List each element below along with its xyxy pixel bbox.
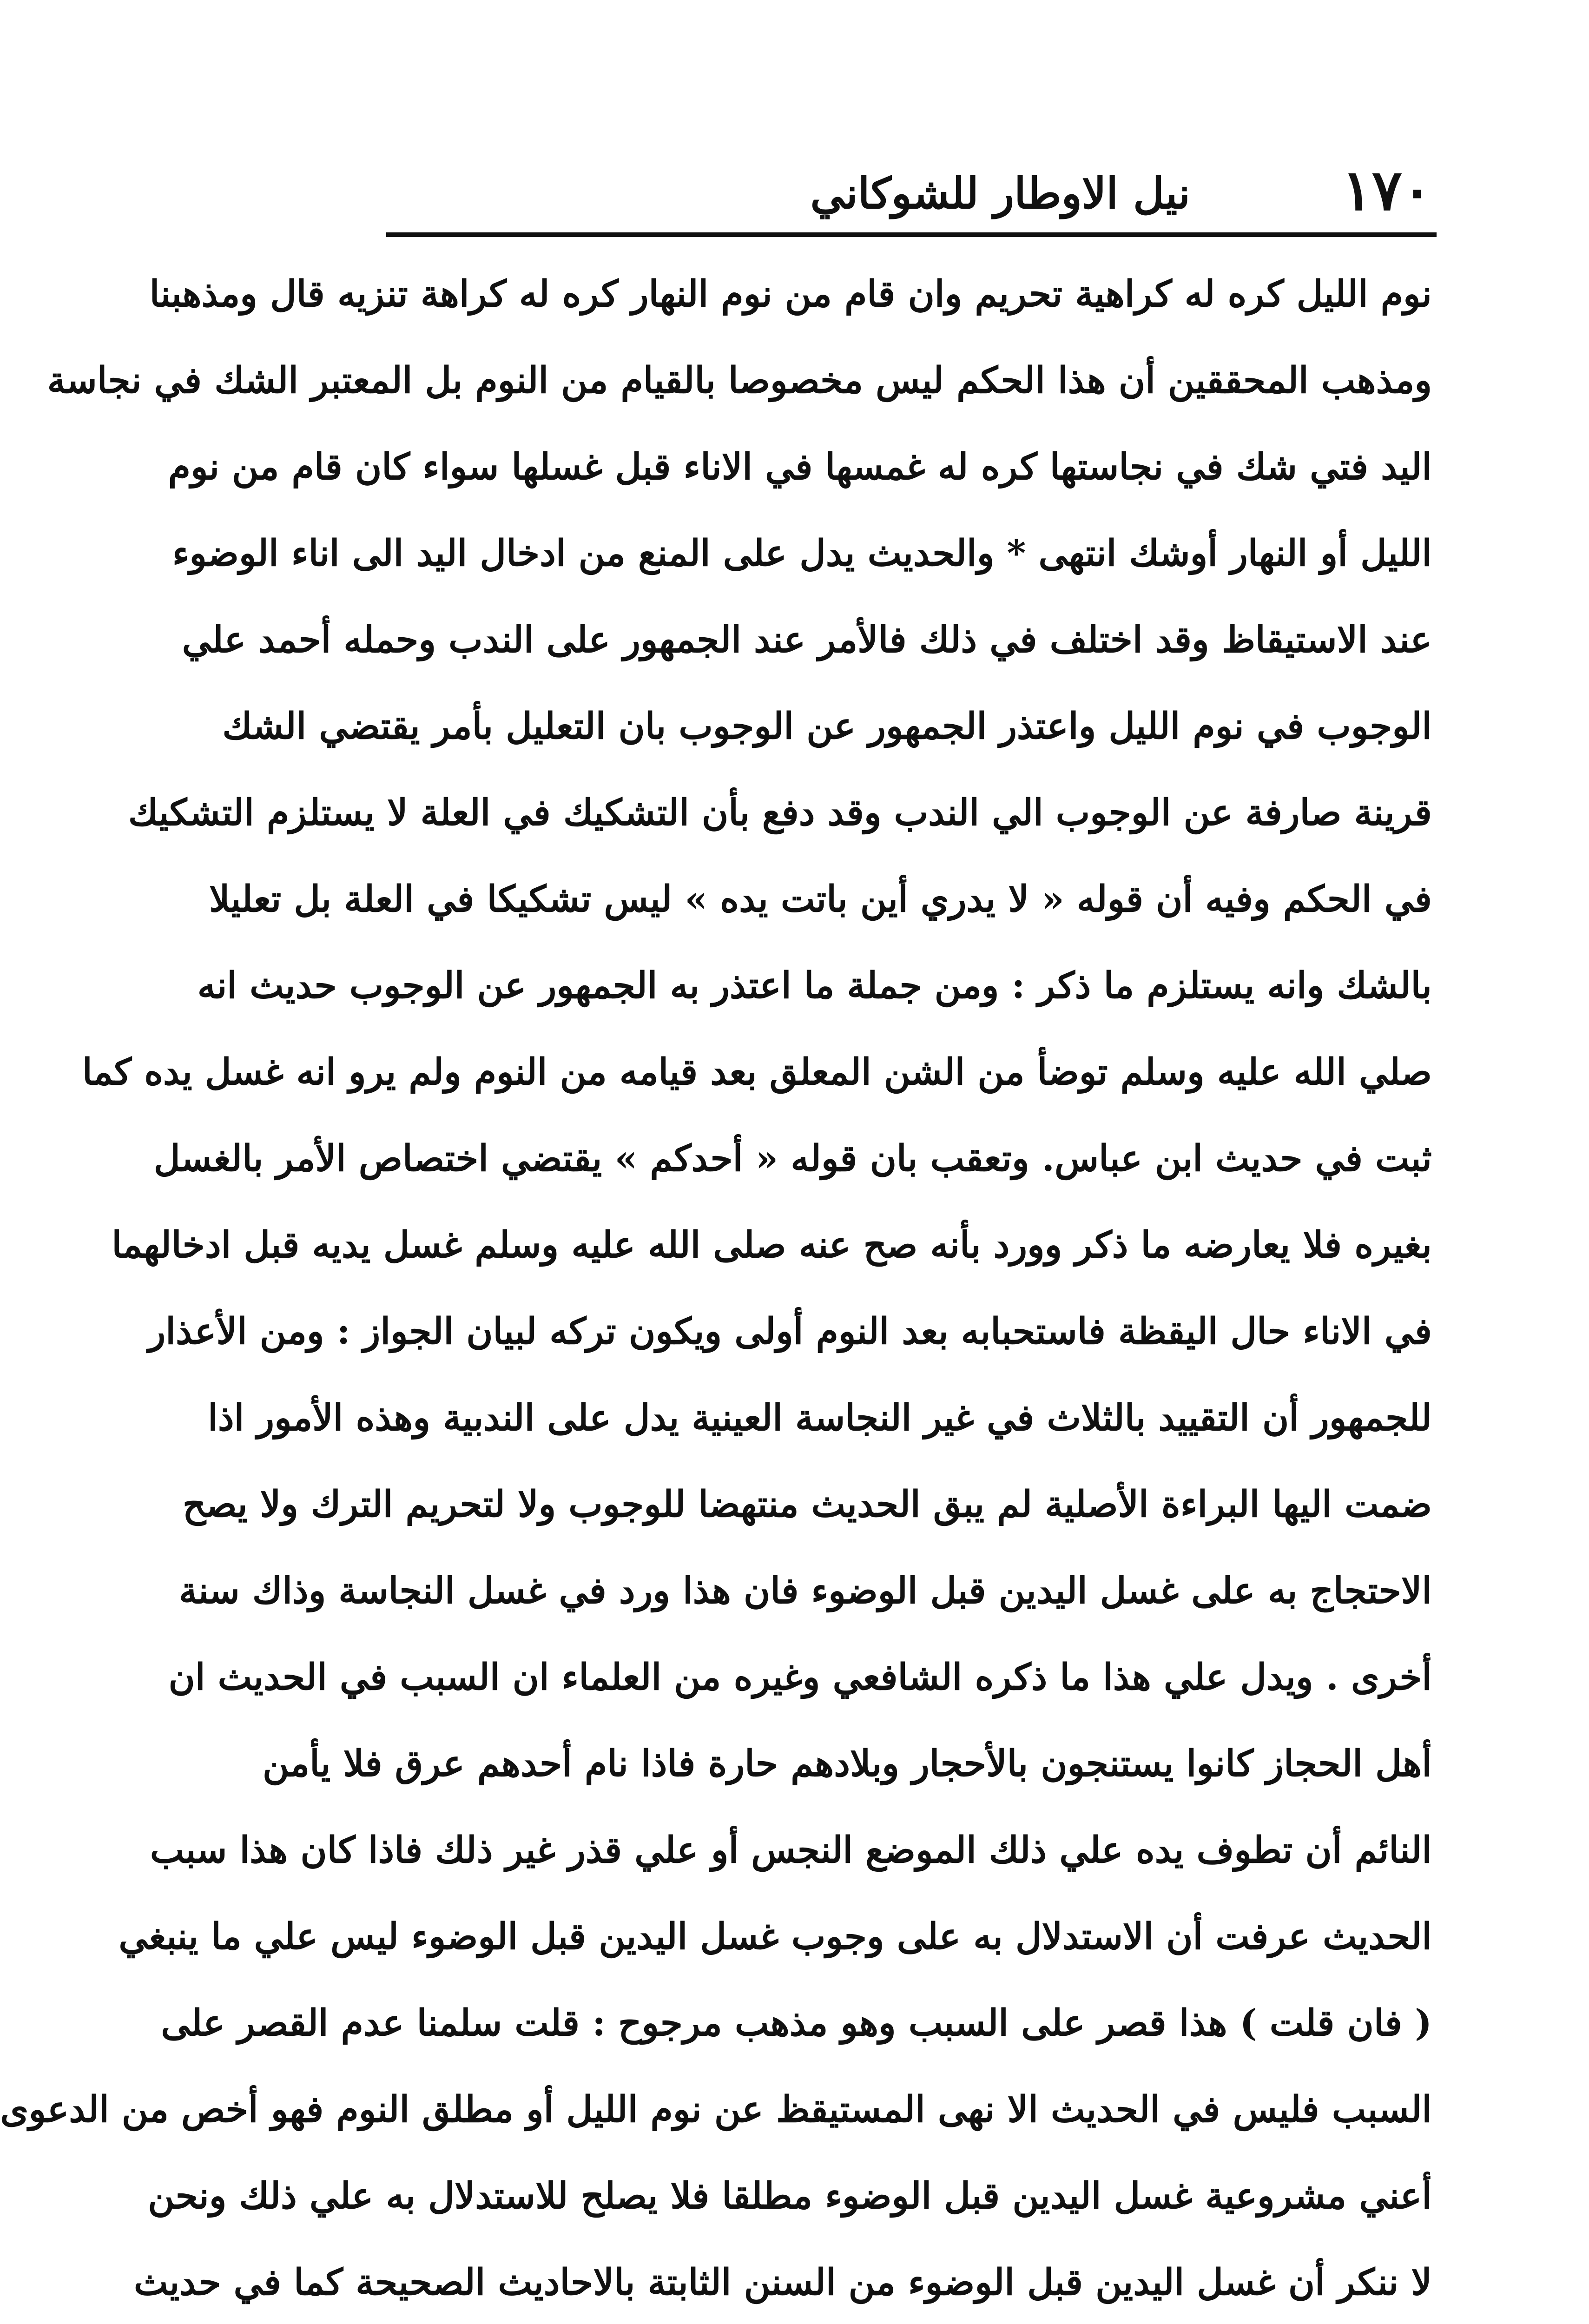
header-rule xyxy=(386,232,1437,237)
page-header xyxy=(391,153,1432,237)
text-line: ضمت اليها البراءة الأصلية لم يبق الحديث منتهضا للوجوب ولا لتحريم الترك ولا يصح xyxy=(182,1483,1432,1525)
text-line: الوجوب في نوم الليل واعتذر الجمهور عن الوجوب بان التعليل بأمر يقتضي الشك xyxy=(222,705,1432,747)
text-line: للجمهور أن التقييد بالثلاث في غير النجاسة العينية يدل على الندبية وهذه الأمور اذا xyxy=(208,1397,1432,1439)
text-line: ومذهب المحققين أن هذا الحكم ليس مخصوصا بالقيام من النوم بل المعتبر الشك في نجاسة xyxy=(47,359,1432,402)
page-number: ١٧٠ xyxy=(1342,158,1432,223)
text-line: النائم أن تطوف يده علي ذلك الموضع النجس أو علي قذر غير ذلك فاذا كان هذا سبب xyxy=(150,1829,1432,1871)
text-line: في الاناء حال اليقظة فاستحبابه بعد النوم أولى ويكون تركه لبيان الجواز : ومن الأعذار xyxy=(148,1310,1432,1353)
text-line: الحديث عرفت أن الاستدلال به على وجوب غسل اليدين قبل الوضوء ليس علي ما ينبغي xyxy=(119,1915,1432,1958)
text-line: الاحتجاج به على غسل اليدين قبل الوضوء فان هذا ورد في غسل النجاسة وذاك سنة xyxy=(179,1570,1432,1612)
text-line: عند الاستيقاظ وقد اختلف في ذلك فالأمر عند الجمهور على الندب وحمله أحمد علي xyxy=(182,619,1432,661)
text-line: نوم الليل كره له كراهية تحريم وان قام من نوم النهار كره له كراهة تنزيه قال ومذهبنا xyxy=(149,273,1432,315)
text-line: السبب فليس في الحديث الا نهى المستيقظ عن نوم الليل أو مطلق النوم فهو أخص من الدعوى xyxy=(0,2088,1432,2131)
text-line: بالشك وانه يستلزم ما ذكر : ومن جملة ما اعتذر به الجمهور عن الوجوب حديث انه xyxy=(197,964,1432,1007)
text-line: لا ننكر أن غسل اليدين قبل الوضوء من السنن الثابتة بالاحاديث الصحيحة كما في حديث xyxy=(134,2261,1432,2304)
text-line: بغيره فلا يعارضه ما ذكر وورد بأنه صح عنه صلى الله عليه وسلم غسل يديه قبل ادخالهما xyxy=(112,1224,1432,1266)
text-line: الليل أو النهار أوشك انتهى * والحديث يدل على المنع من ادخال اليد الى اناء الوضوء xyxy=(172,532,1432,574)
running-title: نيل الاوطار للشوكاني xyxy=(810,168,1190,218)
text-line: اليد فتي شك في نجاستها كره له غمسها في الاناء قبل غسلها سواء كان قام من نوم xyxy=(168,446,1432,488)
body-text xyxy=(0,251,1432,2324)
text-line: أهل الحجاز كانوا يستنجون بالأحجار وبلادهم حارة فاذا نام أحدهم عرق فلا يأمن xyxy=(263,1743,1432,1785)
text-line: صلي الله عليه وسلم توضأ من الشن المعلق بعد قيامه من النوم ولم يرو انه غسل يده كما xyxy=(82,1051,1432,1093)
text-line: قرينة صارفة عن الوجوب الي الندب وقد دفع بأن التشكيك في العلة لا يستلزم التشكيك xyxy=(128,792,1432,834)
text-line: ثبت في حديث ابن عباس. وتعقب بان قوله « أحدكم » يقتضي اختصاص الأمر بالغسل xyxy=(153,1137,1432,1180)
text-line: في الحكم وفيه أن قوله « لا يدري أين باتت يده » ليس تشكيكا في العلة بل تعليلا xyxy=(209,878,1432,920)
text-line: أخرى . ويدل علي هذا ما ذكره الشافعي وغيره من العلماء ان السبب في الحديث ان xyxy=(168,1656,1432,1698)
text-line: أعني مشروعية غسل اليدين قبل الوضوء مطلقا فلا يصلح للاستدلال به علي ذلك ونحن xyxy=(148,2175,1432,2217)
text-line: ( فان قلت ) هذا قصر على السبب وهو مذهب مرجوح : قلت سلمنا عدم القصر على xyxy=(161,2002,1432,2044)
